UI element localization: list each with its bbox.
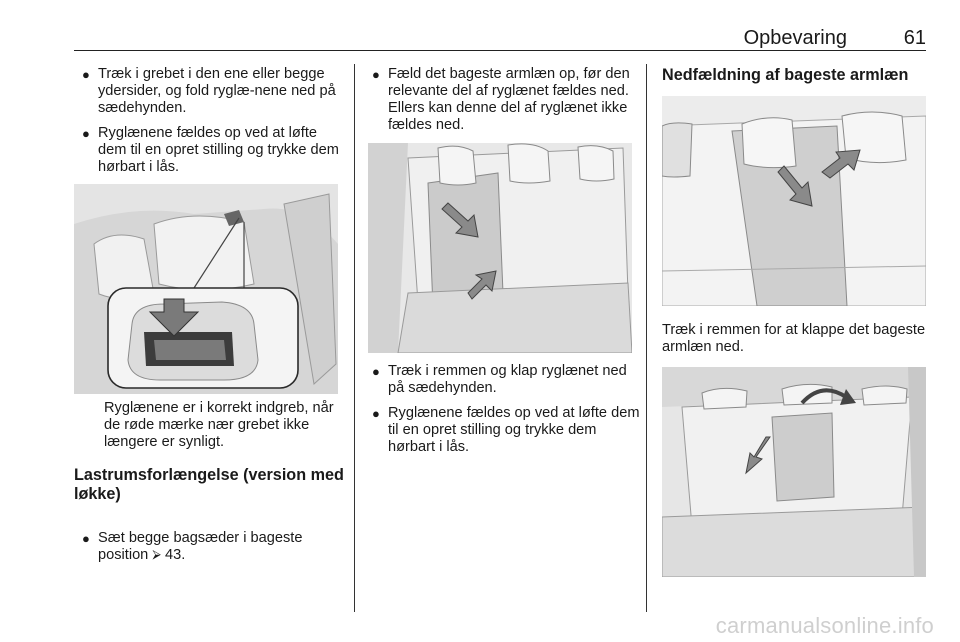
page-reference-arrow-icon[interactable]: ⮚ [152,546,161,561]
list-item: ● Ryglænene fældes op ved at løfte dem til en opret stilling og trykke dem hørbart i lås. [372,405,640,455]
watermark-text: carmanualsonline.info [715,613,934,638]
column-2-bottom [364,363,640,464]
column-divider-right [646,64,647,612]
list-item: ● Sæt begge bagsæder i bageste position ⮚ 43. [82,529,303,563]
bullet-dot-icon: ● [82,126,90,141]
armrest-fold-illustration [662,96,926,306]
page-header [0,0,960,52]
bullet-dot-icon: ● [372,364,380,379]
column-divider-left [354,64,355,612]
page-number: 61 [903,27,926,49]
bullet-dot-icon: ● [372,67,380,82]
figure-caption-1: Ryglænene er i korrekt indgreb, når de røde mærke nær grebet ikke længere er synligt. [104,400,334,450]
figure-caption-3: Træk i remmen for at klappe det bageste armlæn ned. [662,322,926,355]
section-heading-cargo-extension: Lastrumsforlængelse (version med løkke) [74,466,344,503]
list-item: ● Træk i remmen og klap ryglænet ned på sædehynden. [372,363,627,396]
page-reference-link[interactable]: 43. [164,546,186,563]
section-heading-armrest: Nedfældning af bageste armlæn [662,66,909,84]
bullet-dot-icon: ● [82,67,90,82]
list-item: ● Ryglænene fældes op ved at løfte dem til en opret stilling og trykke dem hørbart i lås. [82,125,339,175]
column-2-top [364,66,640,142]
column-1 [74,66,346,184]
cargo-area-strap-illustration [662,367,926,577]
list-item: ● Træk i grebet i den ene eller begge ydersider, og fold ryglæ-nene ned på sædehynden. [82,66,336,116]
rear-seat-fold-illustration [368,143,632,353]
list-item: ● Fæld det bageste armlæn op, før den relevante del af ryglænet fældes ned. Ellers kan denne del af ryglænet ikke fældes ned. [372,66,630,133]
seat-latch-illustration [74,184,338,394]
bullet-dot-icon: ● [82,530,90,546]
section-title: Opbevaring [743,27,847,49]
header-rule [74,50,926,51]
bullet-dot-icon: ● [372,406,380,421]
